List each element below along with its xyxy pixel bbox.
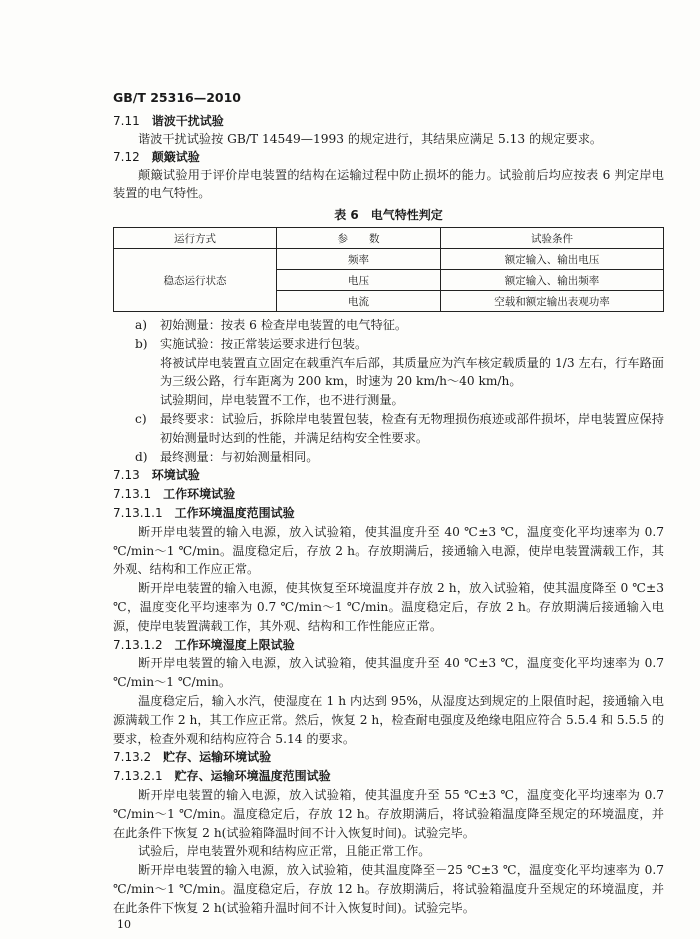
table-cell-mode: 稳态运行状态: [114, 249, 277, 312]
section-7-11-7-12: [113, 112, 664, 202]
table-header: 试验条件: [441, 228, 664, 249]
paragraph: 断开岸电装置的输入电源，使其恢复至环境温度并存放 2 h，放入试验箱，使其温度降至 0 ℃±3 ℃，温度变化平均速率为 0.7 ℃/min～1 ℃/min。温度稳定后，存放 2 h。存放期满后接通输入电源，使岸电装置满载工作，其外观、结构和工作性能应正常。: [113, 581, 664, 633]
list-item: a) 初始测量：按表 6 检查岸电装置的电气特征。: [135, 318, 408, 332]
heading-7-13-1: 7.13.1 工作环境试验: [113, 487, 236, 502]
heading-7-13-2: 7.13.2 贮存、运输环境试验: [113, 750, 272, 765]
heading-7-12: 7.12 颠簸试验: [113, 150, 200, 164]
heading-7-13-1-2: 7.13.1.2 工作环境湿度上限试验: [113, 637, 295, 652]
table-cell: 频率: [277, 249, 441, 270]
table-row: [114, 249, 664, 270]
heading-7-13-2-1: 7.13.2.1 贮存、运输环境温度范围试验: [113, 769, 331, 784]
table-caption: 表 6 电气特性判定: [334, 208, 443, 222]
list-item: c) 最终要求：试验后，拆除岸电装置包装，检查有无物理损伤痕迹或部件损坏，岸电装置应保持初始测量时达到的性能，并满足结构安全性要求。: [135, 411, 664, 445]
paragraph: 谐波干扰试验按 GB/T 14549—1993 的规定进行，其结果应满足 5.13 的规定要求。: [138, 132, 603, 146]
list-item: b) 实施试验：按正常装运要求进行包装。 将被试岸电装置直立固定在载重汽车后部，其质量应为汽车核定载质量的 1/3 左右，行车路面为三级公路，行车距离为 200 km，时速为 20 km/h～40 km/h。 试验期间，岸电装置不工作，也不进行测量。: [135, 336, 664, 408]
table-cell: 电流: [277, 291, 441, 312]
paragraph: 颠簸试验用于评价岸电装置的结构在运输过程中防止损坏的能力。试验前后均应按表 6 判定岸电装置的电气特性。: [113, 168, 664, 200]
paragraph: 断开岸电装置的输入电源，放入试验箱，使其温度升至 40 ℃±3 ℃，温度变化平均速率为 0.7 ℃/min～1 ℃/min。: [113, 656, 664, 690]
main-body: [113, 316, 664, 918]
table-cell: 额定输入、输出频率: [441, 270, 664, 291]
list-item: d) 最终测量：与初始测量相同。: [135, 449, 319, 464]
electrical-characteristics-table: [113, 227, 664, 312]
table-header-row: [114, 228, 664, 249]
heading-7-11: 7.11 谐波干扰试验: [113, 114, 224, 128]
paragraph: 断开岸电装置的输入电源，放入试验箱，使其温度升至 55 ℃±3 ℃，温度变化平均速率为 0.7 ℃/min～1 ℃/min。温度稳定后，存放 12 h。存放期满后，将试验箱温度降至规定的环境温度，并在此条件下恢复 2 h(试验箱降温时间不计入恢复时间)。试验完毕。: [113, 787, 664, 840]
document-header: GB/T 25316—2010: [113, 90, 242, 105]
table-header: 参 数: [277, 228, 441, 249]
page-number: 10: [117, 918, 131, 931]
table-cell: 电压: [277, 270, 441, 291]
table-cell: 额定输入、输出电压: [441, 249, 664, 270]
paragraph: 温度稳定后，输入水汽，使湿度在 1 h 内达到 95%，从湿度达到规定的上限值时起，接通输入电源满载工作 2 h，其工作应正常。然后，恢复 2 h，检查耐电强度及绝缘电阻应符合 5.5.4 和 5.5.5 的要求，检查外观和结构应符合 5.14 的要求。: [113, 693, 664, 746]
paragraph: 断开岸电装置的输入电源，放入试验箱，使其温度升至 40 ℃±3 ℃，温度变化平均速率为 0.7 ℃/min～1 ℃/min。温度稳定后，存放 2 h。存放期满后，接通输入电源，使岸电装置满载工作，其外观、结构和工作应正常。: [113, 524, 664, 577]
table-header: 运行方式: [114, 228, 277, 249]
heading-7-13: 7.13 环境试验: [113, 468, 200, 483]
paragraph: 断开岸电装置的输入电源，放入试验箱，使其温度降至－25 ℃±3 ℃，温度变化平均速率为 0.7 ℃/min～1 ℃/min。温度稳定后，存放 12 h。存放期满后，将试验箱温度升至规定的环境温度，并在此条件下恢复 2 h(试验箱升温时间不计入恢复时间)。试验完毕。: [113, 863, 664, 915]
heading-7-13-1-1: 7.13.1.1 工作环境温度范围试验: [113, 505, 295, 520]
table-cell: 空载和额定输出表观功率: [441, 291, 664, 312]
paragraph: 试验后，岸电装置外观和结构应正常，且能正常工作。: [138, 844, 431, 859]
